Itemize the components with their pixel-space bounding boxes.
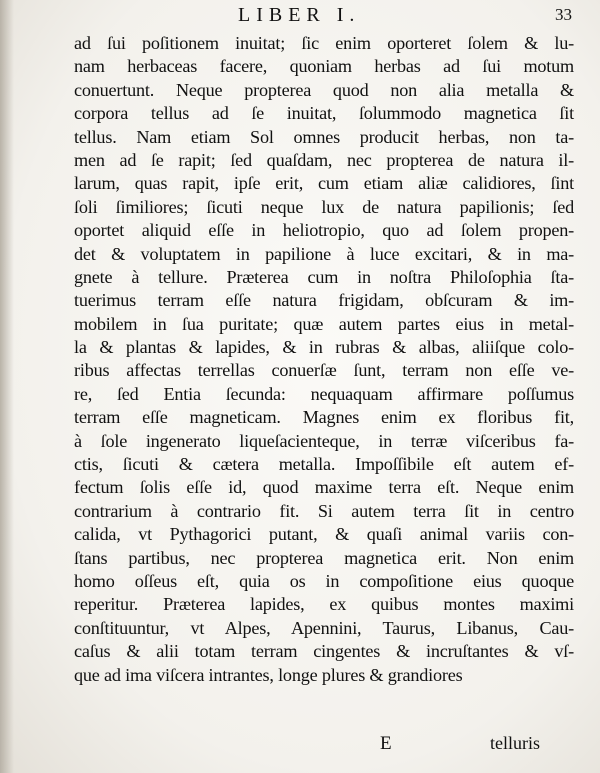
text-line: ribus affectas terrellas conuerſæ ſunt, terram non eſſe ve- — [74, 360, 574, 381]
text-line: tellus. Nam etiam Sol omnes producit herbas, non ta- — [74, 126, 574, 147]
text-line: calida, vt Pythagorici putant, & quaſi animal variis con- — [74, 524, 574, 545]
text-line: conuertunt. Neque propterea quod non alia metalla & — [74, 79, 574, 100]
text-line: nam herbaceas facere, quoniam herbas ad ſui motum — [74, 56, 574, 77]
text-line: caſus & alii totam terram cingentes & incruſtantes & vſ- — [74, 641, 574, 662]
text-line: ſoli ſimiliores; ſicuti neque lux de natura papilionis; ſed — [74, 196, 574, 217]
text-line: à ſole ingenerato liqueſacienteque, in terræ viſceribus fa- — [74, 430, 574, 451]
text-line: conſtituuntur, vt Alpes, Apennini, Taurus, Libanus, Cau- — [74, 617, 574, 638]
text-line: terram eſſe magneticam. Magnes enim ex floribus fit, — [74, 407, 574, 428]
text-line: re, ſed Entia ſecunda: nequaquam affirmare poſſumus — [74, 383, 574, 404]
text-line: que ad ima viſcera intrantes, longe plures & grandiores — [74, 664, 463, 685]
text-line: det & voluptatem in papilione à luce excitari, & in ma- — [74, 243, 574, 264]
text-line: larum, quas rapit, ipſe erit, cum etiam aliæ calidiores, ſint — [74, 173, 574, 194]
signature-mark: E — [380, 733, 392, 754]
text-line: mobilem in ſua puritate; quæ autem partes eius in metal- — [74, 313, 574, 334]
page-header — [0, 4, 600, 32]
text-line: contrarium à contrario fit. Si autem terra ſit in centro — [74, 500, 574, 521]
catchword: telluris — [490, 733, 540, 753]
text-line: corpora tellus ad ſe inuitat, ſolummodo magnetica ſit — [74, 103, 574, 124]
text-line: fectum ſolis eſſe id, quod maxime terra eſt. Neque enim — [74, 477, 574, 498]
text-line: ctis, ſicuti & cætera metalla. Impoſſibile eſt autem ef- — [74, 454, 574, 475]
page-footer — [0, 733, 600, 757]
body-text — [74, 32, 574, 687]
text-line: la & plantas & lapides, & in rubras & albas, aliiſque colo- — [74, 337, 574, 358]
text-line: reperitur. Præterea lapides, ex quibus montes maximi — [74, 594, 574, 615]
text-line: ſtans partibus, nec propterea magnetica erit. Non enim — [74, 547, 574, 568]
text-line: oportet aliquid eſſe in heliotropio, quo ad ſolem propen- — [74, 220, 574, 241]
page-gutter-shadow — [0, 0, 14, 773]
text-line: tuerimus terram eſſe natura frigidam, obſcuram & im- — [74, 290, 574, 311]
running-title: LIBER I. — [238, 4, 361, 26]
text-line: gnete à tellure. Præterea cum in noſtra Philoſophia ſta- — [74, 266, 574, 287]
text-line: homo oſſeus eſt, quia os in compoſitione eius quoque — [74, 570, 574, 591]
text-line: ad ſui poſitionem inuitat; ſic enim oporteret ſolem & lu- — [74, 33, 574, 53]
text-line: men ad ſe rapit; ſed quaſdam, nec propterea de natura il- — [74, 149, 574, 170]
page-number: 33 — [555, 5, 572, 24]
